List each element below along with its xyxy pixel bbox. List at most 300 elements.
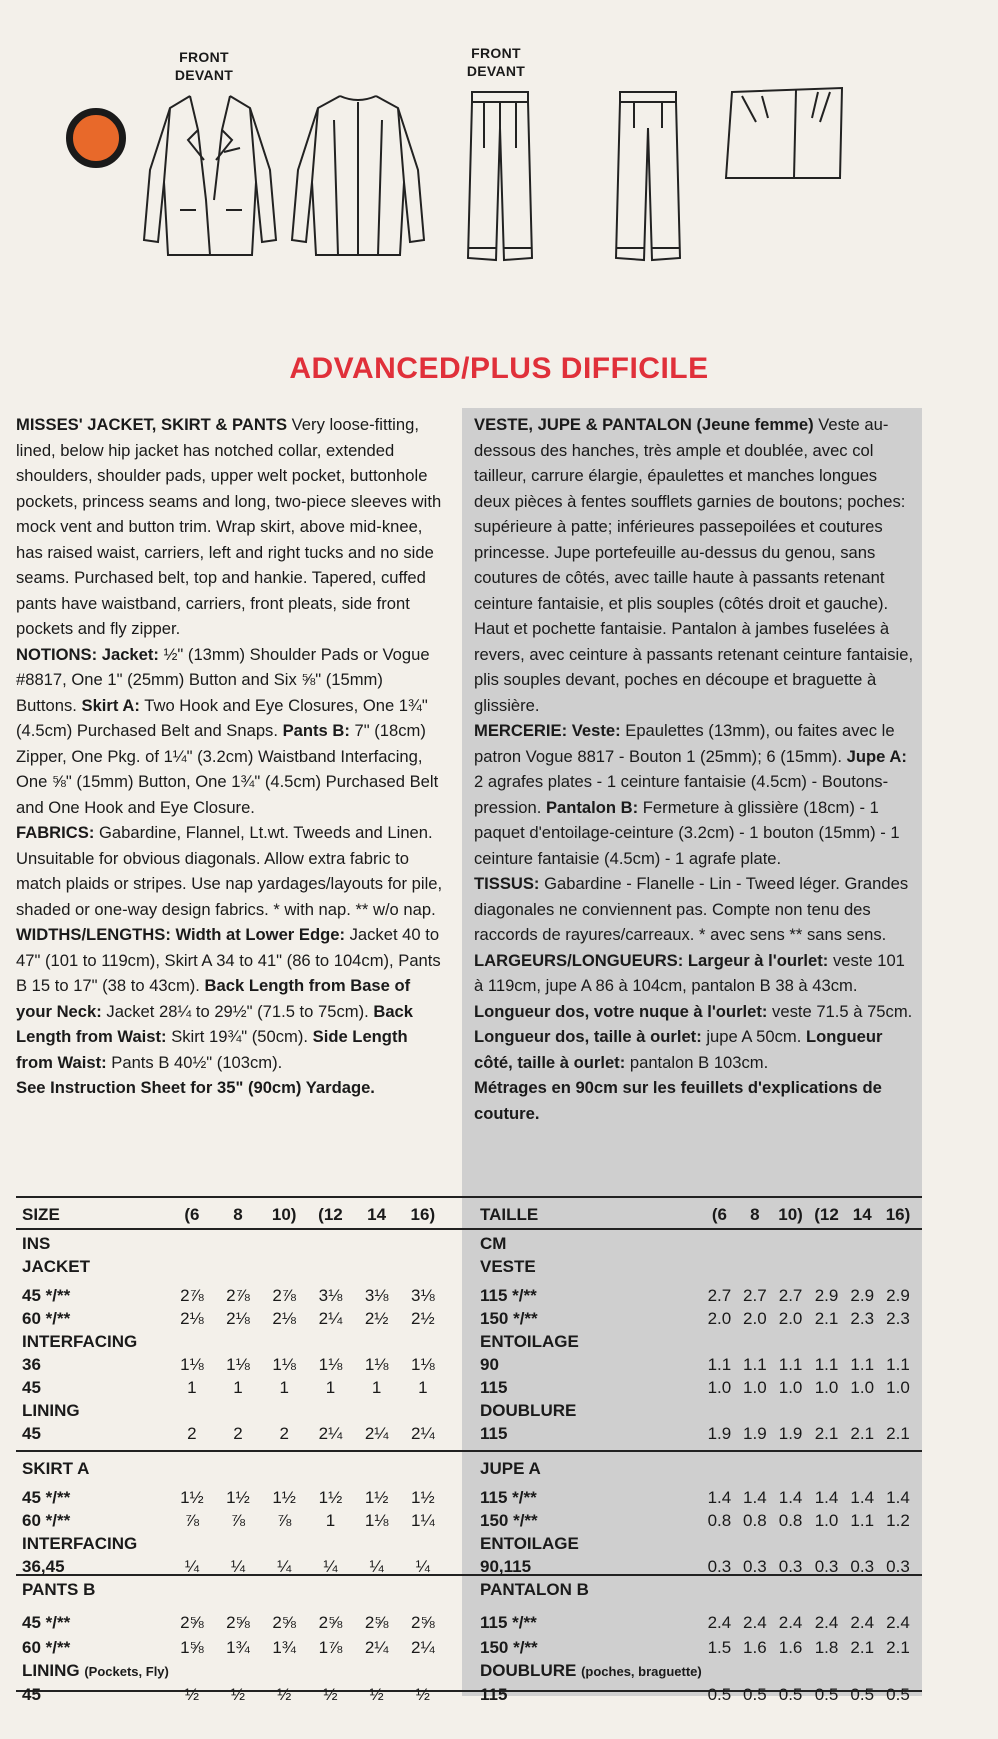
table-row	[22, 1330, 446, 1353]
size-cell: 1½	[180, 1488, 204, 1507]
size-cell	[773, 1578, 809, 1611]
size-cell	[354, 1659, 400, 1683]
size-cell: 2⅝	[411, 1613, 435, 1632]
longueur-nuque-text: veste 71.5 à 75cm.	[772, 1001, 913, 1021]
size-cell: 2.4	[778, 1613, 803, 1632]
size-cell	[880, 1578, 916, 1611]
size-cell: 0.5	[850, 1685, 875, 1704]
size-cell: 1¼	[411, 1511, 435, 1530]
front-label-en: FRONT	[179, 49, 229, 65]
size-cell: 2.1	[814, 1424, 839, 1443]
size-cell: 1.0	[886, 1378, 910, 1397]
size-cell	[702, 1255, 737, 1284]
size-cell: 2	[233, 1424, 243, 1443]
table-row	[480, 1376, 916, 1399]
size-cell: 0.5	[743, 1685, 767, 1704]
description-title-fr: VESTE, JUPE & PANTALON (Jeune femme)	[474, 415, 814, 434]
size-cell	[809, 1399, 845, 1422]
size-cell: 2.4	[743, 1613, 767, 1632]
fabrics-title: FABRICS:	[16, 823, 95, 842]
row-label: SKIRT A	[22, 1459, 90, 1478]
size-cell	[400, 1578, 446, 1611]
row-label: 150 */**	[480, 1638, 538, 1657]
mercerie-veste-label: Veste:	[571, 721, 621, 740]
row-label: 115	[480, 1685, 508, 1704]
metrages-note: Métrages en 90cm sur les feuillets d'explications de couture.	[474, 1078, 882, 1123]
size-cell: 2.1	[850, 1424, 875, 1443]
row-label: CM	[480, 1234, 507, 1253]
size-cell: 2⅝	[226, 1613, 250, 1632]
width-text: Jacket 40 to 47" (101 to 119cm), Skirt A 34 to 41" (86 to 104cm), Pants B 15 to 17" (38 to 43cm).	[16, 925, 441, 995]
notions-jacket-text: ½" (13mm) Shoulder Pads or Vogue #8817, One 1" (25mm) Button and Six ⅝" (15mm) Buttons.	[16, 644, 430, 715]
size-cell	[809, 1532, 845, 1555]
size-cell: 2.4	[886, 1613, 910, 1632]
size-cell	[169, 1228, 215, 1255]
table-row	[22, 1457, 446, 1486]
size-cell: 16)	[885, 1205, 911, 1224]
table-row	[480, 1399, 916, 1422]
row-label: 115	[480, 1424, 508, 1443]
size-cell	[845, 1330, 880, 1353]
mercerie-title: MERCERIE:	[474, 721, 568, 740]
row-label: 150 */**	[480, 1511, 538, 1530]
mercerie-veste-text: Epaulettes (13mm), ou faites avec le patron Vogue 8817 - Bouton 1 (25mm); 6 (15mm).	[474, 721, 895, 766]
size-cell	[773, 1255, 809, 1284]
size-cell	[354, 1399, 400, 1422]
size-cell: 1.9	[743, 1424, 767, 1443]
size-cell	[845, 1659, 880, 1683]
row-label-text: DOUBLURE	[480, 1661, 577, 1680]
size-cell	[737, 1532, 772, 1555]
back-neck-text: Jacket 28¼ to 29½" (71.5 to 75cm).	[106, 1001, 369, 1021]
size-cell: 1½	[364, 1488, 389, 1507]
size-cell	[307, 1578, 353, 1611]
size-cell: 0.3	[778, 1557, 803, 1576]
fabrics-paragraph	[16, 820, 446, 922]
fabrics-text: Gabardine, Flannel, Lt.wt. Tweeds and Linen. Unsuitable for obvious diagonals. Allow extra fabric to match plaids or stripes. Use nap yardages/layouts for pile, shaded or one-way design fabrics. * with nap. ** w/o nap.	[16, 823, 443, 919]
size-cell	[809, 1659, 845, 1683]
size-cell: 1.4	[707, 1488, 732, 1507]
size-cell	[773, 1532, 809, 1555]
size-cell: 1⅛	[180, 1355, 204, 1374]
size-cell: 8	[750, 1205, 760, 1224]
size-cell: 1.1	[707, 1355, 732, 1374]
size-cell: 10)	[778, 1205, 803, 1224]
row-label: PANTALON B	[480, 1580, 589, 1599]
size-cell	[845, 1399, 880, 1422]
size-cell: ⅞	[230, 1511, 246, 1530]
largeur-text: veste 101 à 119cm, jupe A 86 à 104cm, pantalon B 38 à 43cm.	[474, 950, 905, 995]
notions-pants-label: Pants B:	[282, 721, 350, 740]
size-cell	[880, 1457, 916, 1486]
size-cell	[169, 1659, 215, 1683]
size-cell: 2¼	[364, 1424, 389, 1443]
tissus-text: Gabardine - Flanelle - Lin - Tweed léger. Grandes diagonales ne conviennent pas. Compte non tenu des raccords de rayures/carreaux. * avec sens ** sans sens.	[474, 874, 909, 944]
size-cell	[773, 1399, 809, 1422]
back-waist-label: Back Length from Waist:	[16, 1001, 414, 1046]
size-cell	[880, 1659, 916, 1683]
longueur-taille-text: jupe A 50cm.	[706, 1027, 802, 1046]
table-row	[22, 1228, 446, 1255]
size-cell: ¼	[184, 1557, 199, 1576]
size-cell: 14	[852, 1205, 872, 1224]
size-cell	[400, 1228, 446, 1255]
row-label: 45	[22, 1378, 41, 1397]
size-cell	[400, 1399, 446, 1422]
size-cell: 2.1	[814, 1309, 839, 1328]
size-cell: 16)	[410, 1205, 436, 1224]
size-cell: ½	[323, 1685, 338, 1704]
table-row	[22, 1376, 446, 1399]
size-cell	[737, 1659, 772, 1683]
size-cell	[307, 1330, 353, 1353]
size-cell	[215, 1659, 261, 1683]
size-cell: 1⅛	[364, 1355, 389, 1374]
row-label: JACKET	[22, 1257, 91, 1276]
row-label: 45 */**	[22, 1613, 71, 1632]
table-row	[480, 1636, 916, 1659]
notions-pants-text: 7" (18cm) Zipper, One Pkg. of 1¼" (3.2cm) Waistband Interfacing, One ⅝" (15mm) Button, One 1¾" (4.5cm) Purchased Belt and One Hook and Eye Closure.	[16, 721, 439, 817]
size-cell: 0.3	[850, 1557, 875, 1576]
front-label-fr: DEVANT	[466, 63, 526, 79]
table-row	[480, 1228, 916, 1255]
size-cell	[169, 1532, 215, 1555]
table-row	[22, 1255, 446, 1284]
size-cell	[307, 1399, 353, 1422]
size-cell: 2¼	[364, 1638, 389, 1657]
table-row	[480, 1532, 916, 1555]
table-row	[22, 1532, 446, 1555]
size-cell: 2¼	[318, 1424, 343, 1443]
size-cell: (12	[318, 1205, 343, 1224]
skirt-sketch-icon	[722, 82, 852, 182]
size-cell: 1	[233, 1378, 243, 1397]
size-cell: 2.0	[778, 1309, 803, 1328]
size-cell: ¼	[230, 1557, 246, 1576]
row-label: 45	[22, 1424, 41, 1443]
size-cell	[737, 1399, 772, 1422]
table-row	[480, 1307, 916, 1330]
size-cell	[307, 1532, 353, 1555]
row-label: 45 */**	[22, 1488, 71, 1507]
table-row	[480, 1659, 916, 1683]
instruction-note: See Instruction Sheet for 35" (90cm) Yardage.	[16, 1078, 375, 1097]
row-label: ENTOILAGE	[480, 1332, 579, 1351]
description-paragraph	[16, 412, 446, 642]
row-label: 60 */**	[22, 1638, 71, 1657]
size-cell	[169, 1457, 215, 1486]
size-cell: 1.1	[778, 1355, 803, 1374]
size-cell: 1.5	[707, 1638, 732, 1657]
size-cell	[702, 1532, 737, 1555]
size-cell: ½	[415, 1685, 430, 1704]
size-cell	[773, 1330, 809, 1353]
size-cell: 3⅛	[411, 1286, 435, 1305]
difficulty-heading: ADVANCED/PLUS DIFFICILE	[289, 352, 709, 385]
size-cell	[737, 1330, 772, 1353]
table-row	[22, 1284, 446, 1307]
size-cell: 1.1	[850, 1355, 875, 1374]
size-cell: 2.9	[814, 1286, 839, 1305]
size-cell	[809, 1228, 845, 1255]
size-cell: 1	[418, 1378, 428, 1397]
english-description	[16, 412, 446, 1101]
size-cell: ¼	[323, 1557, 338, 1576]
size-cell	[773, 1228, 809, 1255]
row-label: 45 */**	[22, 1286, 71, 1305]
size-cell: ½	[230, 1685, 246, 1704]
table-row	[22, 1611, 446, 1636]
row-label: 115 */**	[480, 1488, 537, 1507]
notions-paragraph	[16, 642, 446, 821]
row-label: 45	[22, 1685, 41, 1704]
size-cell: 2.0	[743, 1309, 767, 1328]
mercerie-jupe-label: Jupe A:	[846, 746, 907, 766]
size-cell: 1¾	[272, 1638, 296, 1657]
row-label: LINING	[22, 1401, 80, 1420]
size-cell	[702, 1330, 737, 1353]
size-cell: ¼	[277, 1557, 292, 1576]
table-header-row	[22, 1201, 446, 1228]
longueur-taille-label: Longueur dos, taille à ourlet:	[474, 1027, 702, 1046]
table-row	[22, 1307, 446, 1330]
widths-paragraph	[16, 922, 446, 1075]
size-cell	[261, 1399, 307, 1422]
size-cell	[169, 1578, 215, 1611]
row-label: 90,115	[480, 1557, 532, 1576]
size-cell: 2⅝	[318, 1613, 343, 1632]
size-cell: 1½	[226, 1488, 250, 1507]
size-cell: 2.1	[886, 1638, 910, 1657]
row-label: VESTE	[480, 1257, 536, 1276]
size-cell	[400, 1330, 446, 1353]
mercerie-pantalon-text: Fermeture à glissière (18cm) - 1 paquet d'entoilage-ceinture (3.2cm) - 1 bouton (15mm) - 1 ceinture fantaisie (4.5cm) - 1 agrafe plate.	[474, 797, 900, 868]
size-cell	[400, 1659, 446, 1683]
size-cell	[737, 1255, 772, 1284]
size-cell	[261, 1228, 307, 1255]
row-label: INTERFACING	[22, 1534, 138, 1553]
size-cell: 1⅛	[364, 1511, 389, 1530]
mercerie-jupe-text: 2 agrafes plates - 1 ceinture fantaisie (4.5cm) - Boutons-pression.	[474, 772, 889, 817]
size-cell: 1	[279, 1378, 289, 1397]
size-cell	[809, 1578, 845, 1611]
size-cell: 1.4	[778, 1488, 803, 1507]
size-cell	[261, 1578, 307, 1611]
size-cell	[307, 1228, 353, 1255]
size-cell	[702, 1659, 737, 1683]
table-row	[480, 1486, 916, 1509]
size-header-label: TAILLE	[480, 1205, 539, 1224]
size-cell: 8	[233, 1205, 243, 1224]
longueur-cote-label: Longueur côté, taille à ourlet:	[474, 1027, 883, 1072]
size-cell	[773, 1457, 809, 1486]
size-cell: 3⅛	[364, 1286, 389, 1305]
size-cell	[354, 1532, 400, 1555]
size-cell	[261, 1330, 307, 1353]
width-label: Width at Lower Edge:	[175, 925, 345, 944]
size-cell: 14	[367, 1205, 387, 1224]
size-cell: (6	[184, 1205, 200, 1224]
longueur-cote-text: pantalon B 103cm.	[629, 1052, 769, 1072]
size-cell: 1	[325, 1378, 336, 1397]
yardage-table-inches	[22, 1201, 446, 1706]
size-cell	[809, 1255, 845, 1284]
table-row	[480, 1284, 916, 1307]
size-cell	[215, 1532, 261, 1555]
size-cell	[215, 1578, 261, 1611]
size-cell: 0.3	[886, 1557, 910, 1576]
size-cell: 1.0	[743, 1378, 767, 1397]
front-label-fr: DEVANT	[174, 67, 234, 83]
row-label	[480, 1659, 702, 1683]
size-cell	[845, 1228, 880, 1255]
size-cell: 2.3	[850, 1309, 875, 1328]
size-cell: 1.9	[707, 1424, 732, 1443]
size-cell: 2.4	[707, 1613, 732, 1632]
table-row	[480, 1578, 916, 1611]
size-cell	[737, 1457, 772, 1486]
size-cell: 1.0	[850, 1378, 875, 1397]
size-cell	[845, 1578, 880, 1611]
size-cell: 1.4	[886, 1488, 910, 1507]
size-cell: 2⅛	[272, 1309, 296, 1328]
front-label-jacket	[164, 48, 244, 84]
size-cell: 0.3	[743, 1557, 767, 1576]
size-cell: 1⅛	[411, 1355, 435, 1374]
size-cell: 2⅛	[226, 1309, 250, 1328]
size-cell	[307, 1659, 353, 1683]
size-cell: 1.8	[814, 1638, 839, 1657]
size-cell: 2⅝	[272, 1613, 296, 1632]
table-row	[480, 1611, 916, 1636]
size-cell: 1.6	[743, 1638, 767, 1657]
table-row	[480, 1353, 916, 1376]
row-label: 90	[480, 1355, 499, 1374]
size-cell: 1.6	[778, 1638, 803, 1657]
jacket-front-sketch-icon	[140, 90, 280, 260]
row-label: 36	[22, 1355, 41, 1374]
size-cell	[215, 1228, 261, 1255]
size-cell	[400, 1255, 446, 1284]
size-cell	[845, 1255, 880, 1284]
size-cell: 0.5	[778, 1685, 803, 1704]
size-cell	[354, 1255, 400, 1284]
row-label: DOUBLURE	[480, 1401, 577, 1420]
size-cell	[261, 1457, 307, 1486]
size-cell: 1.2	[886, 1511, 910, 1530]
size-cell	[880, 1399, 916, 1422]
size-cell	[215, 1457, 261, 1486]
table-row	[22, 1422, 446, 1457]
size-cell: 2⅞	[272, 1286, 296, 1305]
size-cell: 1.1	[814, 1355, 839, 1374]
size-cell: 0.3	[814, 1557, 839, 1576]
size-cell: 2.7	[707, 1286, 732, 1305]
mercerie-paragraph	[474, 718, 914, 871]
size-cell: 2.7	[778, 1286, 803, 1305]
row-label: PANTS B	[22, 1580, 96, 1599]
difficulty-dot-icon	[66, 108, 126, 168]
table-row	[480, 1555, 916, 1578]
back-neck-label: Back Length from Base of your Neck:	[16, 976, 411, 1021]
size-cell	[169, 1399, 215, 1422]
table-row	[22, 1509, 446, 1532]
row-label-text: LINING	[22, 1661, 80, 1680]
size-cell: 1½	[411, 1488, 435, 1507]
row-label: 150 */**	[480, 1309, 538, 1328]
size-cell	[261, 1532, 307, 1555]
size-cell: 2⅞	[226, 1286, 250, 1305]
size-cell: 1.4	[850, 1488, 875, 1507]
table-row	[22, 1578, 446, 1611]
size-cell: 1.4	[743, 1488, 767, 1507]
size-cell	[400, 1532, 446, 1555]
size-cell: 1.9	[778, 1424, 803, 1443]
size-cell: ½	[184, 1685, 199, 1704]
size-cell	[307, 1457, 353, 1486]
size-cell: 2.0	[707, 1309, 732, 1328]
size-cell: ¼	[415, 1557, 430, 1576]
row-label: 60 */**	[22, 1309, 71, 1328]
size-cell: 1.0	[778, 1378, 803, 1397]
description-title: MISSES' JACKET, SKIRT & PANTS	[16, 415, 288, 434]
size-cell: ¼	[369, 1557, 384, 1576]
pants-back-sketch-icon	[610, 88, 686, 268]
size-cell: 1⅝	[180, 1638, 204, 1657]
size-cell	[169, 1255, 215, 1284]
size-cell	[169, 1330, 215, 1353]
table-row	[22, 1555, 446, 1578]
size-cell: 1½	[272, 1488, 296, 1507]
table-row	[22, 1683, 446, 1706]
size-cell: 2⅛	[180, 1309, 204, 1328]
size-cell: 0.8	[778, 1511, 803, 1530]
size-cell: 2¼	[411, 1638, 435, 1657]
size-cell: 2.9	[886, 1286, 910, 1305]
notions-title: NOTIONS:	[16, 644, 98, 664]
size-header-label: SIZE	[22, 1205, 60, 1224]
size-cell: 2.7	[743, 1286, 767, 1305]
table-row	[480, 1422, 916, 1457]
row-label: ENTOILAGE	[480, 1534, 579, 1553]
size-cell	[261, 1255, 307, 1284]
size-cell: ½	[369, 1685, 384, 1704]
row-label: 60 */**	[22, 1511, 71, 1530]
table-header-row	[480, 1201, 916, 1228]
longueur-nuque-label: Longueur dos, votre nuque à l'ourlet:	[474, 1001, 768, 1021]
table-row	[22, 1486, 446, 1509]
back-waist-text: Skirt 19¾" (50cm).	[171, 1027, 309, 1046]
largeurs-title: LARGEURS/LONGUEURS:	[474, 950, 684, 970]
size-cell: 2	[279, 1424, 289, 1443]
size-cell	[702, 1578, 737, 1611]
yardage-table-metric	[480, 1201, 916, 1706]
size-cell: 0.5	[814, 1685, 839, 1704]
notions-skirt-text: Two Hook and Eye Closures, One 1¾" (4.5cm) Purchased Belt and Snaps.	[16, 695, 428, 740]
size-cell: 1.0	[814, 1511, 839, 1530]
row-label: 36,45	[22, 1557, 65, 1576]
tissus-paragraph	[474, 871, 914, 948]
table-row	[22, 1399, 446, 1422]
row-label: 115 */**	[480, 1286, 537, 1305]
size-cell: (6	[711, 1205, 727, 1224]
tissus-title: TISSUS:	[474, 874, 540, 893]
row-label	[22, 1659, 169, 1683]
size-cell	[702, 1457, 737, 1486]
size-cell: 1.0	[814, 1378, 839, 1397]
description-text: Very loose-fitting, lined, below hip jacket has notched collar, extended shoulders, shoulder pads, upper welt pocket, buttonhole pockets, princess seams and long, two-piece sleeves with mock vent and button trim. Wrap skirt, above mid-knee, has raised waist, carriers, left and right tucks and no side seams. Purchased belt, top and hankie. Tapered, cuffed pants have waistband, carriers, front pleats, side front pockets and fly zipper.	[16, 415, 442, 638]
notions-jacket-label: Jacket:	[101, 644, 159, 664]
